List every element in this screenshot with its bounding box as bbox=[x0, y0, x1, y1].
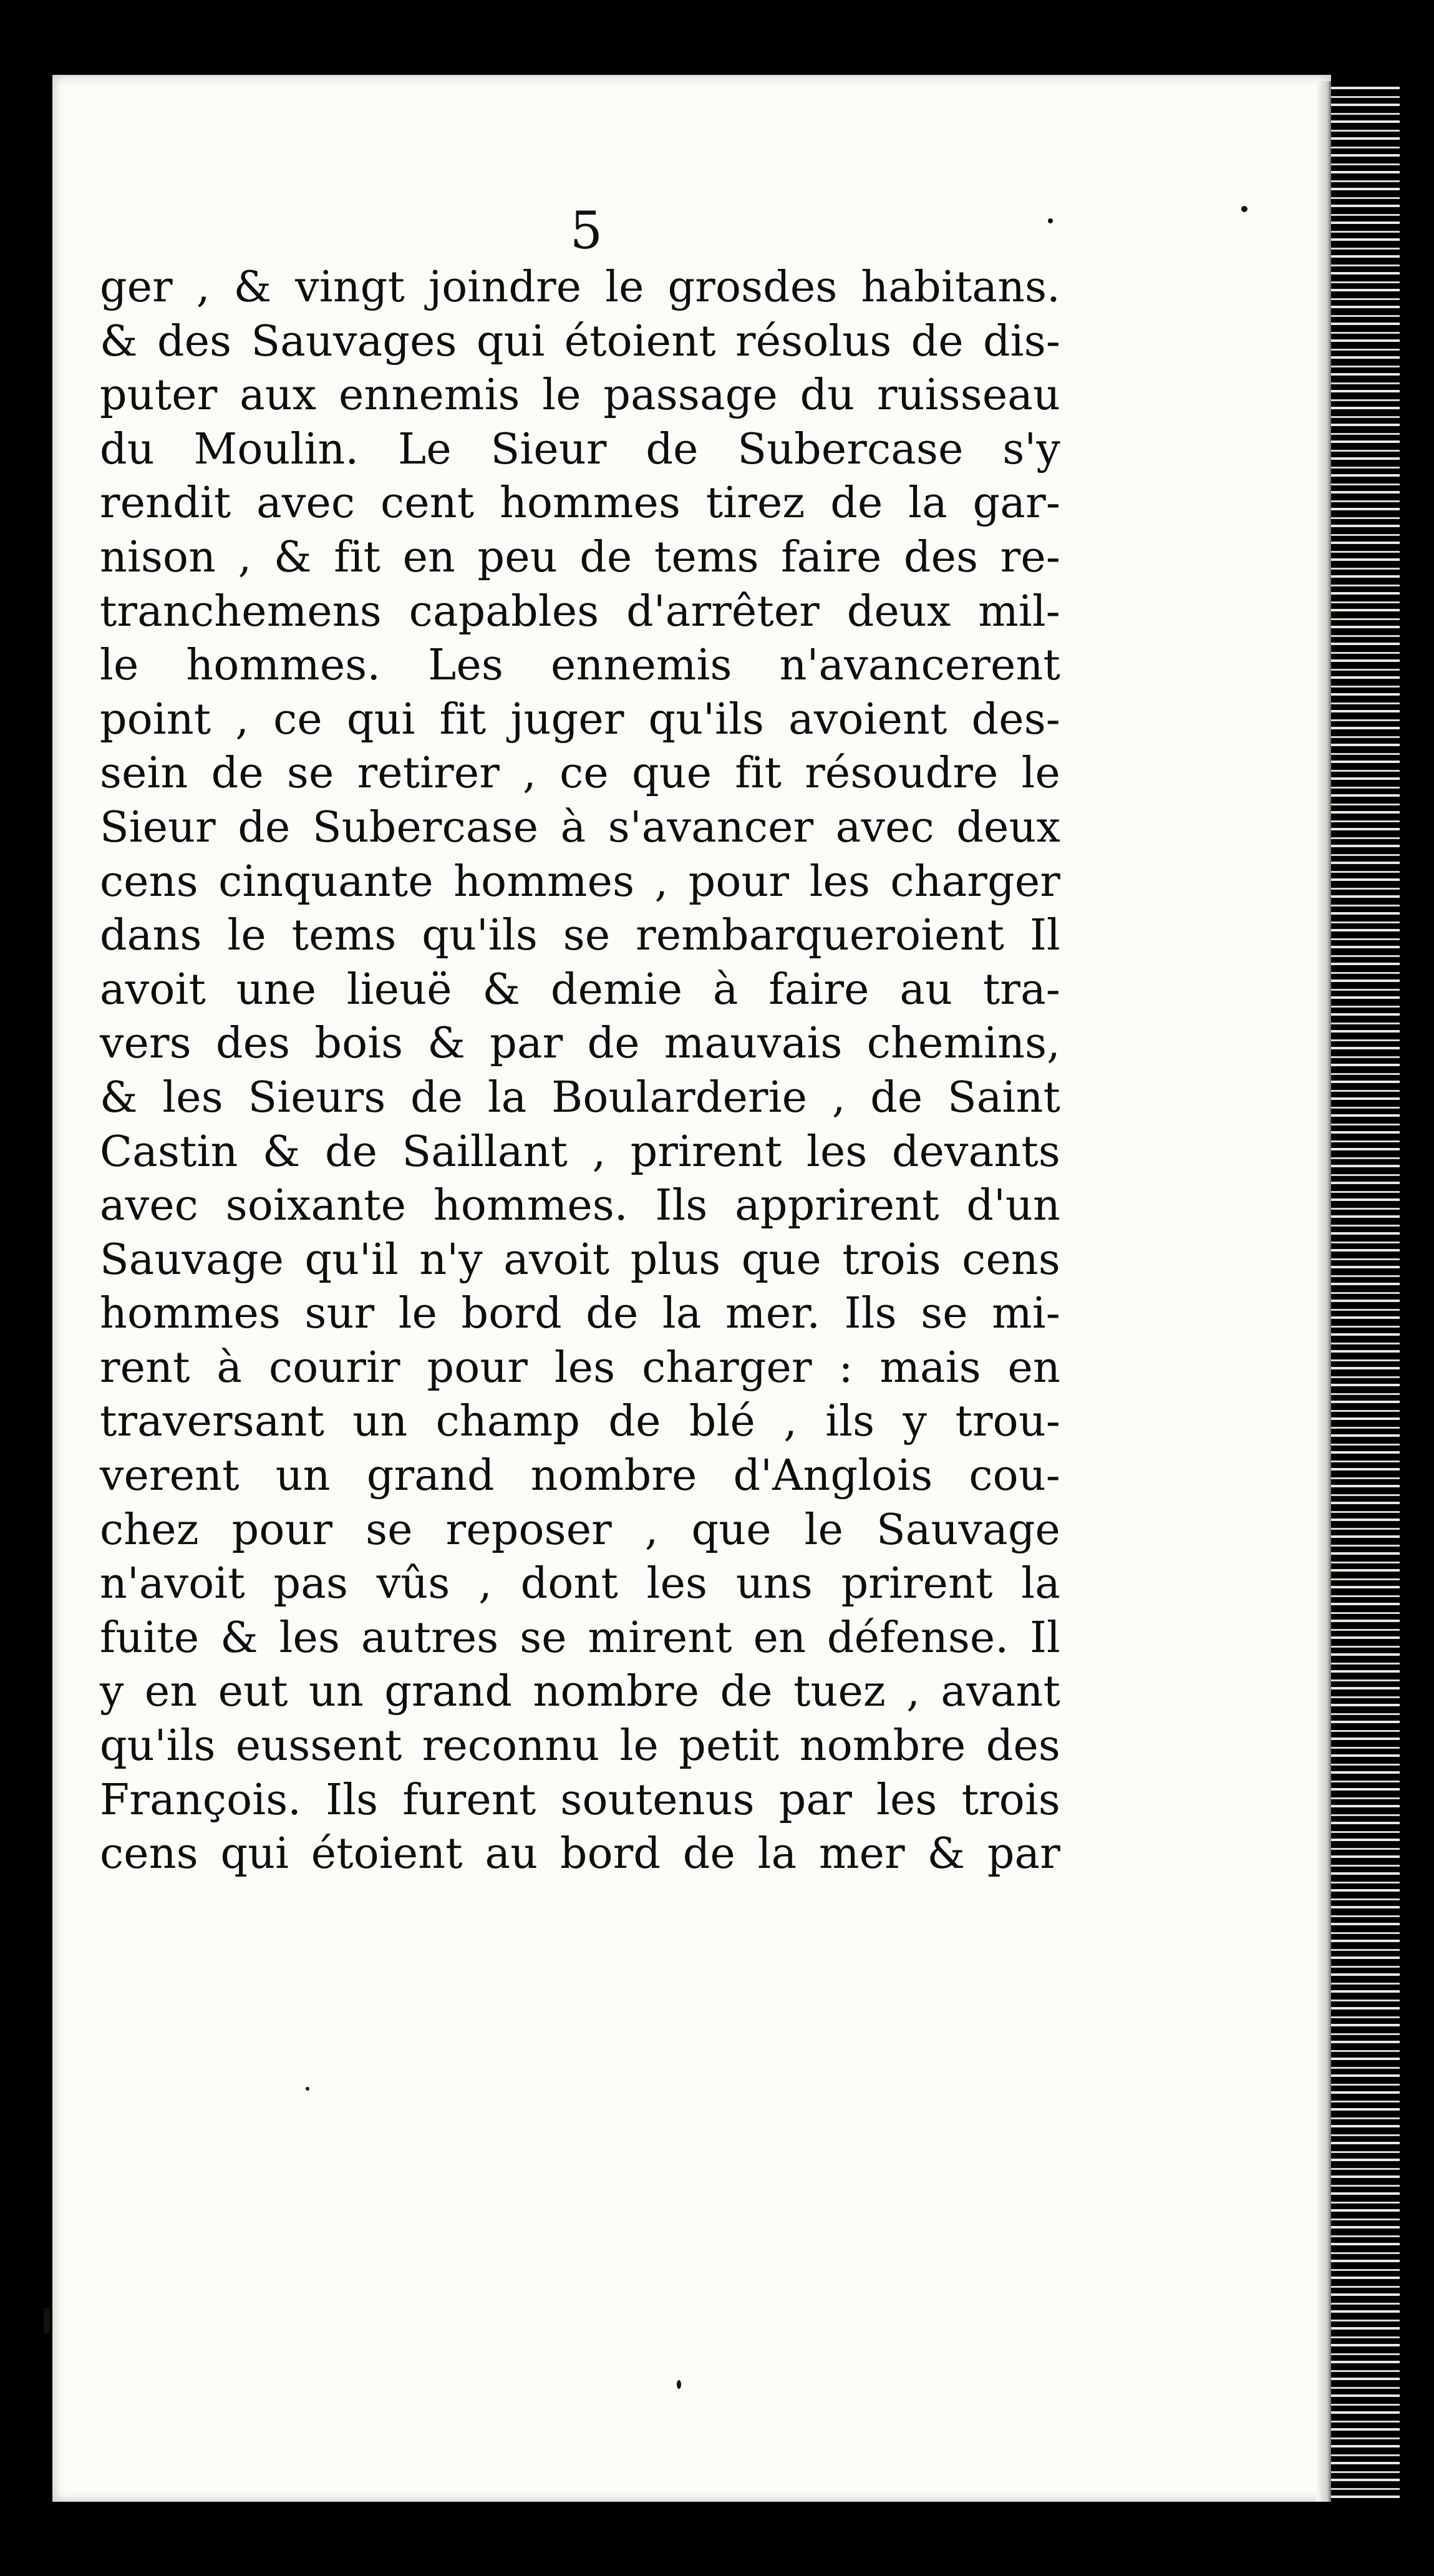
page-number: 5 bbox=[569, 202, 603, 261]
text-line: fuite & les autres se mirent en défense. Il bbox=[100, 1613, 1060, 1663]
scan-speck bbox=[677, 2380, 681, 2389]
text-line: tranchemens capables d'arrêter deux mil- bbox=[100, 586, 1060, 636]
text-line: point , ce qui fit juger qu'ils avoient des- bbox=[100, 694, 1060, 744]
text-line: & des Sauvages qui étoient résolus de dis- bbox=[100, 316, 1060, 366]
text-line: le hommes. Les ennemis n'avancerent bbox=[100, 641, 1060, 691]
text-line: n'avoit pas vûs , dont les uns prirent la bbox=[100, 1559, 1060, 1609]
text-line: Sauvage qu'il n'y avoit plus que trois cens bbox=[100, 1235, 1060, 1285]
text-line: Sieur de Subercase à s'avancer avec deux bbox=[100, 802, 1060, 852]
scan-speck bbox=[1048, 218, 1053, 223]
text-line: chez pour se reposer , que le Sauvage bbox=[100, 1505, 1060, 1555]
text-line: nison , & fit en peu de tems faire des re- bbox=[100, 532, 1060, 582]
scan-speck bbox=[306, 2087, 309, 2091]
scan-speck bbox=[44, 2308, 50, 2333]
scan-speck bbox=[1241, 206, 1247, 212]
text-line: traversant un champ de blé , ils y trou- bbox=[100, 1397, 1060, 1447]
text-line: rent à courir pour les charger : mais en bbox=[100, 1343, 1060, 1392]
text-line: avec soixante hommes. Ils apprirent d'un bbox=[100, 1181, 1060, 1231]
text-line: cens cinquante hommes , pour les charger bbox=[100, 857, 1060, 906]
text-line: rendit avec cent hommes tirez de la gar- bbox=[100, 479, 1060, 528]
text-line: y en eut un grand nombre de tuez , avant bbox=[100, 1667, 1060, 1717]
text-line: & les Sieurs de la Boularderie , de Saint bbox=[100, 1072, 1060, 1122]
text-line: verent un grand nombre d'Anglois cou- bbox=[100, 1451, 1060, 1501]
text-line: ger , & vingt joindre le grosdes habitans. bbox=[100, 263, 1060, 312]
text-line: vers des bois & par de mauvais chemins, bbox=[100, 1019, 1060, 1069]
page-text bbox=[100, 261, 1060, 1882]
text-line: puter aux ennemis le passage du ruisseau bbox=[100, 371, 1060, 420]
text-line: hommes sur le bord de la mer. Ils se mi- bbox=[100, 1289, 1060, 1339]
text-line: dans le tems qu'ils se rembarqueroient Il bbox=[100, 911, 1060, 961]
text-line: du Moulin. Le Sieur de Subercase s'y bbox=[100, 424, 1060, 474]
text-line: qu'ils eussent reconnu le petit nombre des bbox=[100, 1721, 1060, 1771]
text-line: François. Ils furent soutenus par les trois bbox=[100, 1775, 1060, 1825]
text-line: sein de se retirer , ce que fit résoudre le bbox=[100, 749, 1060, 799]
text-line: avoit une lieuë & demie à faire au tra- bbox=[100, 965, 1060, 1014]
text-line: Castin & de Saillant , prirent les devants bbox=[100, 1127, 1060, 1177]
text-line: cens qui étoient au bord de la mer & par bbox=[100, 1829, 1060, 1879]
binding-gutter bbox=[1331, 81, 1400, 2502]
